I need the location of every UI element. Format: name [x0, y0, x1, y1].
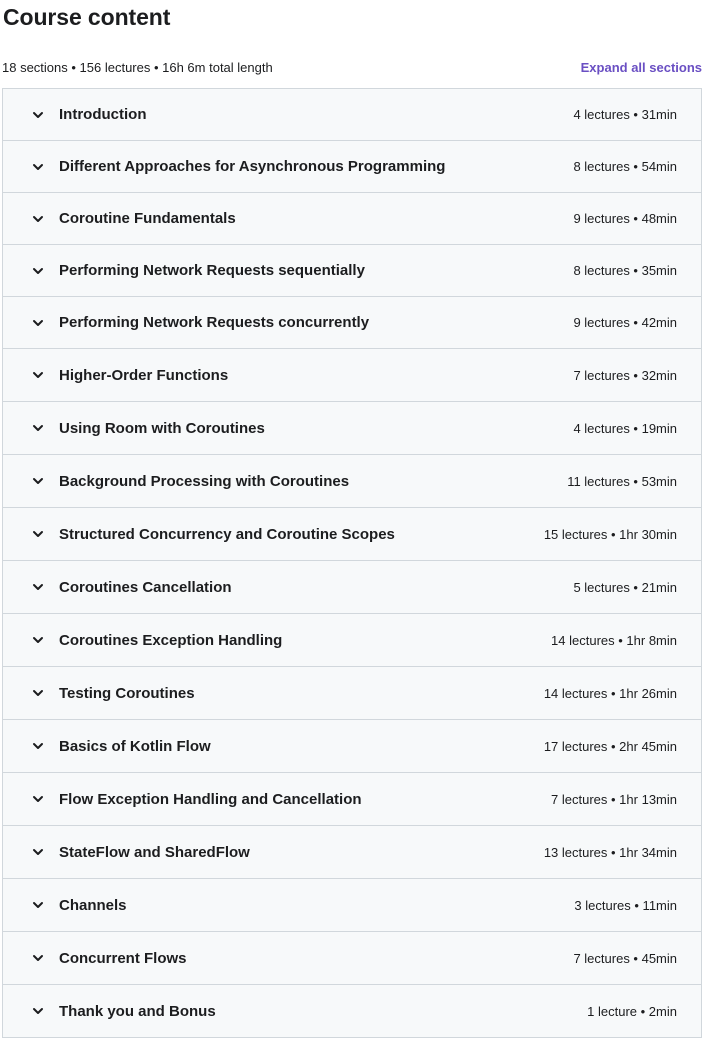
chevron-down-icon[interactable]: [31, 264, 45, 278]
section-title: Different Approaches for Asynchronous Programming: [59, 158, 446, 175]
section-meta: 14 lectures • 1hr 26min: [543, 685, 677, 701]
section-meta: 5 lectures • 21min: [573, 579, 677, 595]
course-summary: 18 sections • 156 lectures • 16h 6m total length: [2, 60, 273, 75]
section-row-12[interactable]: [3, 667, 701, 720]
section-title: Performing Network Requests sequentially: [59, 262, 365, 279]
section-meta: 8 lectures • 54min: [573, 159, 677, 174]
section-meta: 11 lectures • 53min: [567, 473, 677, 489]
section-title: Coroutine Fundamentals: [59, 210, 236, 227]
chevron-down-icon[interactable]: [31, 108, 45, 122]
section-row-7[interactable]: [3, 402, 701, 455]
course-sections-accordion: [2, 88, 702, 1038]
expand-all-sections-button[interactable]: Expand all sections: [580, 60, 702, 75]
section-row-4[interactable]: [3, 245, 701, 297]
section-row-17[interactable]: [3, 932, 701, 985]
section-meta: 17 lectures • 2hr 45min: [543, 738, 677, 754]
section-row-16[interactable]: [3, 879, 701, 932]
section-title: Introduction: [59, 106, 147, 123]
section-title: Testing Coroutines: [59, 684, 195, 702]
section-meta: 13 lectures • 1hr 34min: [543, 844, 677, 860]
section-title: Concurrent Flows: [59, 949, 187, 967]
section-row-11[interactable]: [3, 614, 701, 667]
chevron-down-icon[interactable]: [31, 898, 45, 912]
chevron-down-icon[interactable]: [31, 474, 45, 488]
section-meta: 8 lectures • 35min: [573, 263, 677, 278]
section-meta: 14 lectures • 1hr 8min: [551, 632, 677, 648]
section-title: Performing Network Requests concurrently: [59, 314, 370, 331]
section-title: Higher-Order Functions: [59, 366, 229, 384]
section-title: Coroutines Cancellation: [59, 578, 232, 596]
chevron-down-icon[interactable]: [31, 951, 45, 965]
chevron-down-icon[interactable]: [31, 212, 45, 226]
section-row-14[interactable]: [3, 773, 701, 826]
section-title: Basics of Kotlin Flow: [59, 737, 211, 755]
section-row-2[interactable]: [3, 141, 701, 193]
chevron-down-icon[interactable]: [31, 792, 45, 806]
section-row-5[interactable]: [3, 297, 701, 349]
section-title: Background Processing with Coroutines: [59, 472, 350, 490]
chevron-down-icon[interactable]: [31, 527, 45, 541]
section-title: StateFlow and SharedFlow: [59, 843, 250, 861]
chevron-down-icon[interactable]: [31, 160, 45, 174]
section-row-18[interactable]: [3, 985, 701, 1038]
section-row-6[interactable]: [3, 349, 701, 402]
section-meta: 7 lectures • 32min: [573, 367, 677, 383]
section-meta: 3 lectures • 11min: [574, 897, 677, 913]
chevron-down-icon[interactable]: [31, 368, 45, 382]
section-row-10[interactable]: [3, 561, 701, 614]
section-meta: 15 lectures • 1hr 30min: [543, 526, 677, 542]
chevron-down-icon[interactable]: [31, 421, 45, 435]
section-meta: 7 lectures • 1hr 13min: [551, 791, 677, 807]
section-meta: 4 lectures • 31min: [573, 107, 677, 122]
section-meta: 9 lectures • 42min: [573, 315, 677, 330]
section-row-15[interactable]: [3, 826, 701, 879]
section-title: Thank you and Bonus: [59, 1002, 216, 1020]
chevron-down-icon[interactable]: [31, 316, 45, 330]
section-meta: 9 lectures • 48min: [573, 211, 677, 226]
section-title: Coroutines Exception Handling: [59, 631, 283, 649]
chevron-down-icon[interactable]: [31, 633, 45, 647]
section-row-8[interactable]: [3, 455, 701, 508]
section-title: Channels: [59, 896, 127, 914]
chevron-down-icon[interactable]: [31, 686, 45, 700]
chevron-down-icon[interactable]: [31, 845, 45, 859]
section-row-13[interactable]: [3, 720, 701, 773]
course-summary-bar: [2, 58, 702, 78]
section-row-3[interactable]: [3, 193, 701, 245]
chevron-down-icon[interactable]: [31, 1004, 45, 1018]
section-meta: 4 lectures • 19min: [573, 420, 677, 436]
section-row-9[interactable]: [3, 508, 701, 561]
section-meta: 1 lecture • 2min: [587, 1003, 677, 1019]
section-meta: 7 lectures • 45min: [573, 950, 677, 966]
chevron-down-icon[interactable]: [31, 739, 45, 753]
chevron-down-icon[interactable]: [31, 580, 45, 594]
section-title: Using Room with Coroutines: [59, 419, 265, 437]
page-title: Course content: [3, 4, 171, 30]
section-title: Flow Exception Handling and Cancellation: [59, 790, 362, 808]
section-row-1[interactable]: [3, 89, 701, 141]
section-title: Structured Concurrency and Coroutine Scopes: [59, 525, 395, 543]
